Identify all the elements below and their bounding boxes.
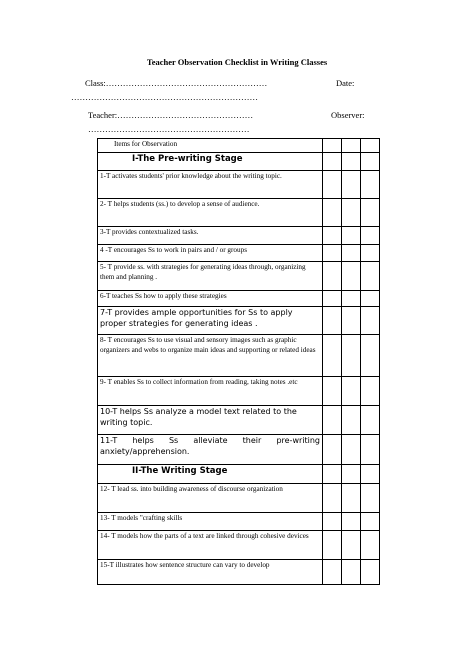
checklist-item: 14- T models how the parts of a text are linked through cohesive devices	[98, 531, 323, 560]
rating-cell	[323, 435, 342, 465]
rating-cell	[323, 465, 342, 484]
rating-cell	[342, 199, 361, 227]
section-heading: I-The Pre-writing Stage	[98, 153, 323, 171]
rating-cell	[342, 560, 361, 585]
class-field: Class:…………………………………………………	[85, 78, 268, 88]
checklist-row	[98, 406, 380, 435]
rating-cell	[361, 139, 380, 153]
checklist-row	[98, 171, 380, 199]
rating-cell	[361, 335, 380, 377]
checklist-row	[98, 335, 380, 377]
rating-cell	[323, 307, 342, 335]
rating-cell	[342, 406, 361, 435]
rating-cell	[342, 291, 361, 307]
rating-cell	[323, 335, 342, 377]
checklist-row	[98, 199, 380, 227]
items-header: Items for Observation	[98, 139, 323, 153]
rating-cell	[323, 513, 342, 531]
rating-cell	[323, 171, 342, 199]
checklist-item: 11-T helps Ss alleviate their pre-writing anxiety/apprehension.	[98, 435, 323, 465]
rating-cell	[342, 531, 361, 560]
rating-cell	[361, 484, 380, 513]
rating-cell	[323, 531, 342, 560]
rating-cell	[361, 560, 380, 585]
rating-cell	[342, 153, 361, 171]
rating-cell	[323, 153, 342, 171]
checklist-row	[98, 513, 380, 531]
rating-cell	[361, 531, 380, 560]
rating-cell	[323, 262, 342, 291]
checklist-item: 2- T helps students (ss.) to develop a sense of audience.	[98, 199, 323, 227]
rating-cell	[361, 406, 380, 435]
rating-cell	[342, 245, 361, 262]
rating-cell	[342, 377, 361, 406]
checklist-row	[98, 560, 380, 585]
rating-cell	[361, 227, 380, 245]
teacher-field-continuation: …………………………………………………	[88, 124, 250, 134]
rating-cell	[323, 406, 342, 435]
rating-cell	[361, 153, 380, 171]
rating-cell	[323, 245, 342, 262]
rating-cell	[323, 377, 342, 406]
document-title: Teacher Observation Checklist in Writing Classes	[146, 57, 328, 67]
rating-cell	[361, 245, 380, 262]
checklist-item: 10-T helps Ss analyze a model text related to the writing topic.	[98, 406, 323, 435]
rating-cell	[342, 262, 361, 291]
checklist-item: 12- T lead ss. into building awareness of discourse organization	[98, 484, 323, 513]
rating-cell	[323, 484, 342, 513]
rating-cell	[323, 227, 342, 245]
checklist-item: 6-T teaches Ss how to apply these strategies	[98, 291, 323, 307]
rating-cell	[342, 171, 361, 199]
table-header-row	[98, 139, 380, 153]
checklist-item: 7-T provides ample opportunities for Ss to apply proper strategies for generating ideas .	[98, 307, 323, 335]
checklist-row	[98, 291, 380, 307]
checklist-row	[98, 484, 380, 513]
rating-cell	[342, 513, 361, 531]
rating-cell	[361, 435, 380, 465]
rating-cell	[361, 171, 380, 199]
rating-cell	[323, 560, 342, 585]
rating-cell	[323, 291, 342, 307]
rating-cell	[361, 377, 380, 406]
rating-cell	[342, 335, 361, 377]
checklist-item: 1-T activates students' prior knowledge about the writing topic.	[98, 171, 323, 199]
checklist-item: 13- T models "crafting skills	[98, 513, 323, 531]
rating-cell	[323, 139, 342, 153]
observation-table	[97, 138, 380, 585]
checklist-item: 5- T provide ss. with strategies for generating ideas through, organizing them and planning .	[98, 262, 323, 291]
rating-cell	[342, 307, 361, 335]
rating-cell	[342, 227, 361, 245]
section-row	[98, 153, 380, 171]
checklist-row	[98, 307, 380, 335]
checklist-item: 15-T illustrates how sentence structure can vary to develop	[98, 560, 323, 585]
teacher-field: Teacher:…………………………………………	[88, 110, 254, 120]
rating-cell	[361, 262, 380, 291]
observer-field: Observer:	[331, 110, 365, 120]
class-field-continuation: …………………………………………………………	[71, 92, 258, 102]
checklist-row	[98, 262, 380, 291]
rating-cell	[361, 291, 380, 307]
checklist-row	[98, 227, 380, 245]
checklist-item: 8- T encourages Ss to use visual and sensory images such as graphic organizers and webs to organize main ideas and supporting or related ideas	[98, 335, 323, 377]
rating-cell	[342, 465, 361, 484]
rating-cell	[361, 199, 380, 227]
checklist-item: 3-T provides contextualized tasks.	[98, 227, 323, 245]
rating-cell	[361, 513, 380, 531]
rating-cell	[323, 199, 342, 227]
checklist-item: 4 -T encourages Ss to work in pairs and / or groups	[98, 245, 323, 262]
rating-cell	[342, 435, 361, 465]
checklist-row	[98, 531, 380, 560]
section-row	[98, 465, 380, 484]
checklist-row	[98, 435, 380, 465]
section-heading: II-The Writing Stage	[98, 465, 323, 484]
checklist-row	[98, 377, 380, 406]
checklist-row	[98, 245, 380, 262]
rating-cell	[361, 465, 380, 484]
rating-cell	[342, 484, 361, 513]
date-field: Date:	[336, 78, 355, 88]
rating-cell	[342, 139, 361, 153]
rating-cell	[361, 307, 380, 335]
checklist-item: 9- T enables Ss to collect information from reading, taking notes .etc	[98, 377, 323, 406]
